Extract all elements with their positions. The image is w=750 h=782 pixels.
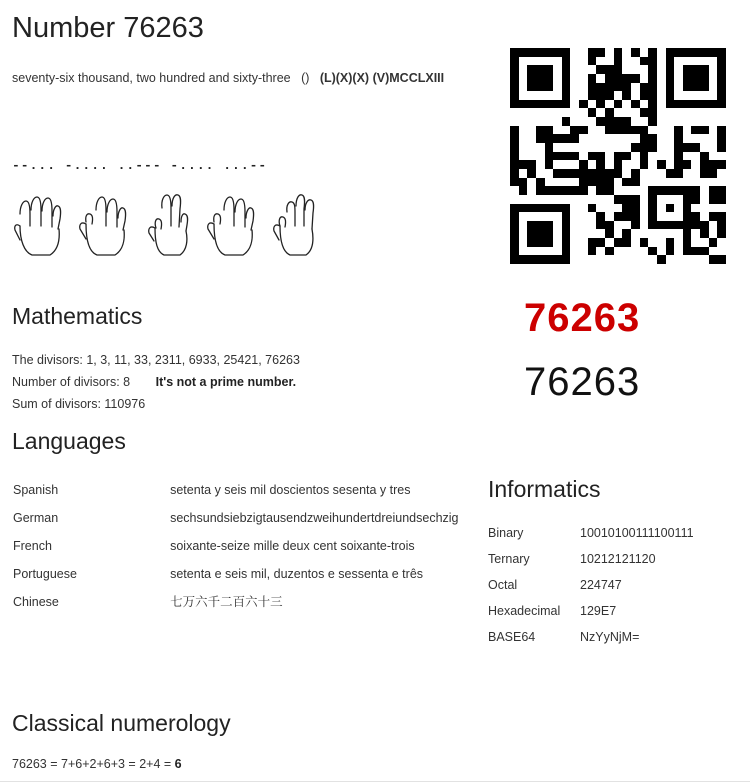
table-row xyxy=(488,624,740,650)
table-row xyxy=(488,572,740,598)
language-value: setenta e seis mil, duzentos e sessenta e três xyxy=(170,567,424,581)
informatics-label: Ternary xyxy=(488,552,530,566)
prime-note: It's not a prime number. xyxy=(155,375,297,389)
table-row xyxy=(12,532,474,560)
hand-three-icon xyxy=(266,192,324,260)
section-heading-languages: Languages xyxy=(12,428,126,454)
language-name: Spanish xyxy=(13,483,59,497)
languages-table xyxy=(12,476,474,616)
language-value: setenta y seis mil doscientos sesenta y tres xyxy=(170,483,411,497)
number-in-words: seventy-six thousand, two hundred and sixty-three xyxy=(12,71,291,85)
language-name: French xyxy=(13,539,52,553)
informatics-label: Octal xyxy=(488,578,518,592)
language-value: soixante-seize mille deux cent soixante-trois xyxy=(170,539,415,553)
hand-seven-icon xyxy=(10,192,68,260)
page-title: Number 76263 xyxy=(12,12,204,44)
table-row xyxy=(488,520,740,546)
informatics-value: 224747 xyxy=(580,578,622,592)
language-value: 七万六千二百六十三 xyxy=(170,595,283,609)
section-heading-mathematics: Mathematics xyxy=(12,303,143,329)
number-display-red: 76263 xyxy=(524,296,641,340)
hand-two-icon xyxy=(138,192,196,260)
section-heading-informatics: Informatics xyxy=(488,476,601,502)
informatics-label: Binary xyxy=(488,526,524,540)
informatics-label: Hexadecimal xyxy=(488,604,561,618)
table-row xyxy=(12,588,474,616)
section-heading-classical-numerology: Classical numerology xyxy=(12,710,231,736)
mathematics-details xyxy=(12,349,472,415)
roman-numeral-compact: (L)(X)(X) xyxy=(319,71,370,85)
empty-parentheses: () xyxy=(301,71,310,85)
informatics-value: 129E7 xyxy=(580,604,617,618)
language-name: German xyxy=(13,511,59,525)
table-row xyxy=(12,504,474,532)
informatics-value: 10212121120 xyxy=(580,552,656,566)
number-of-divisors: Number of divisors: 8 xyxy=(12,375,131,389)
hand-six-icon xyxy=(74,192,132,260)
table-row xyxy=(488,598,740,624)
hand-six-icon xyxy=(202,192,260,260)
table-row xyxy=(12,476,474,504)
language-name: Portuguese xyxy=(13,567,77,581)
table-row xyxy=(488,546,740,572)
informatics-value: 10010100111100111 xyxy=(580,526,694,540)
informatics-value: NzYyNjM= xyxy=(580,630,640,644)
language-name: Chinese xyxy=(13,595,59,609)
informatics-label: BASE64 xyxy=(488,630,536,644)
sum-of-divisors: Sum of divisors: 110976 xyxy=(12,397,146,411)
number-words-block xyxy=(12,68,482,89)
numerology-expression: 76263 = 7+6+2+6+3 = 2+4 = xyxy=(12,757,175,771)
roman-numeral-full: (V)MCCLXIII xyxy=(372,71,445,85)
divisors-line: The divisors: 1, 3, 11, 33, 2311, 6933, 25421, 76263 xyxy=(12,353,300,367)
table-row xyxy=(12,560,474,588)
morse-code: --... -.... ..--- -.... ...-- xyxy=(12,158,268,173)
qr-code-icon xyxy=(510,48,726,264)
number-display-black: 76263 xyxy=(524,360,641,404)
classical-numerology-line xyxy=(12,757,182,771)
informatics-table xyxy=(488,520,740,650)
numerology-result: 6 xyxy=(174,757,182,771)
finger-counting-row xyxy=(10,192,330,262)
language-value: sechsundsiebzigtausendzweihundertdreiundsechzig xyxy=(170,511,459,525)
